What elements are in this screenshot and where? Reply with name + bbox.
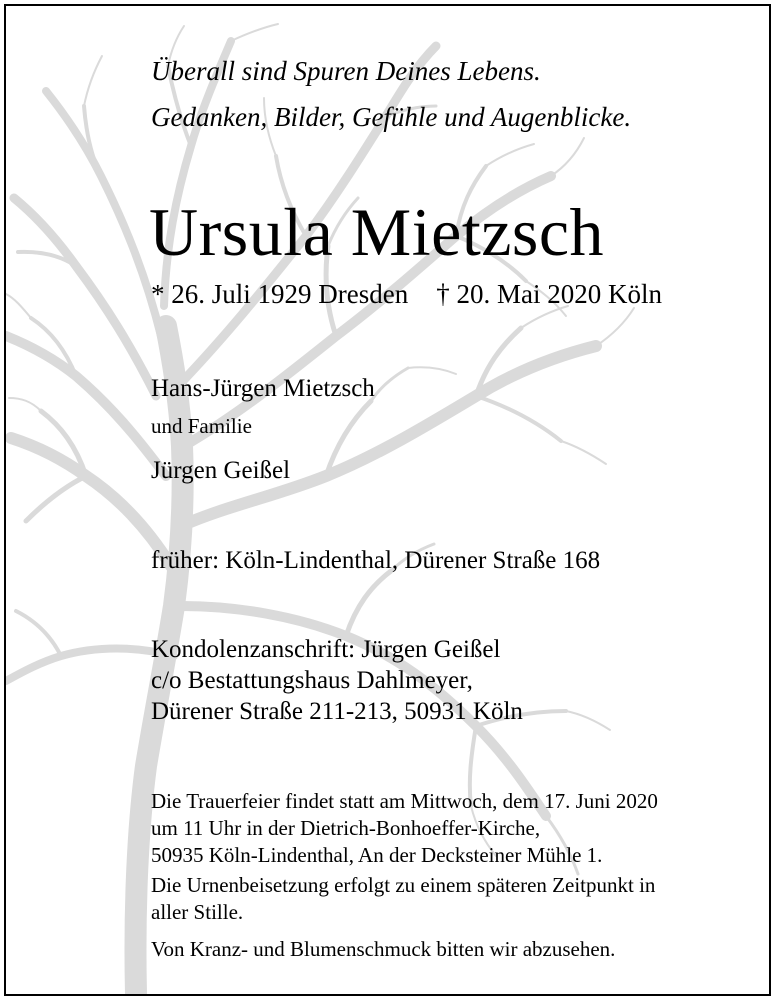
former-address: früher: Köln-Lindenthal, Dürener Straße 168: [151, 547, 601, 574]
quote-line-1: Überall sind Spuren Deines Lebens.: [151, 56, 541, 86]
mourner-primary: Hans-Jürgen Mietzsch: [151, 375, 375, 402]
funeral-line-1: Die Trauerfeier findet statt am Mittwoch, dem 17. Juni 2020: [151, 789, 658, 813]
urn-line-1: Die Urnenbeisetzung erfolgt zu einem späteren Zeitpunkt in: [151, 873, 656, 897]
memorial-quote: [151, 48, 631, 140]
flowers-note: Von Kranz- und Blumenschmuck bitten wir abzusehen.: [151, 937, 616, 961]
obituary-notice: [4, 4, 771, 996]
birth-date: * 26. Juli 1929 Dresden: [151, 279, 409, 309]
deceased-name: Ursula Mietzsch: [149, 194, 605, 270]
condolence-line-1: Kondolenzanschrift: Jürgen Geißel: [151, 636, 501, 663]
life-dates: [151, 277, 662, 311]
condolence-line-3: Dürener Straße 211-213, 50931 Köln: [151, 698, 523, 725]
funeral-details: [151, 788, 658, 869]
funeral-line-2: um 11 Uhr in der Dietrich-Bonhoeffer-Kirche,: [151, 816, 541, 840]
urn-burial-note: [151, 872, 655, 926]
mourner-family: und Familie: [151, 414, 252, 438]
death-date: † 20. Mai 2020 Köln: [436, 279, 662, 309]
condolence-line-2: c/o Bestattungshaus Dahlmeyer,: [151, 667, 473, 694]
urn-line-2: aller Stille.: [151, 900, 244, 924]
mourner-secondary: Jürgen Geißel: [151, 457, 291, 484]
quote-line-2: Gedanken, Bilder, Gefühle und Augenblicke.: [151, 102, 632, 132]
funeral-line-3: 50935 Köln-Lindenthal, An der Decksteiner Mühle 1.: [151, 843, 603, 867]
condolence-address: [151, 634, 523, 727]
